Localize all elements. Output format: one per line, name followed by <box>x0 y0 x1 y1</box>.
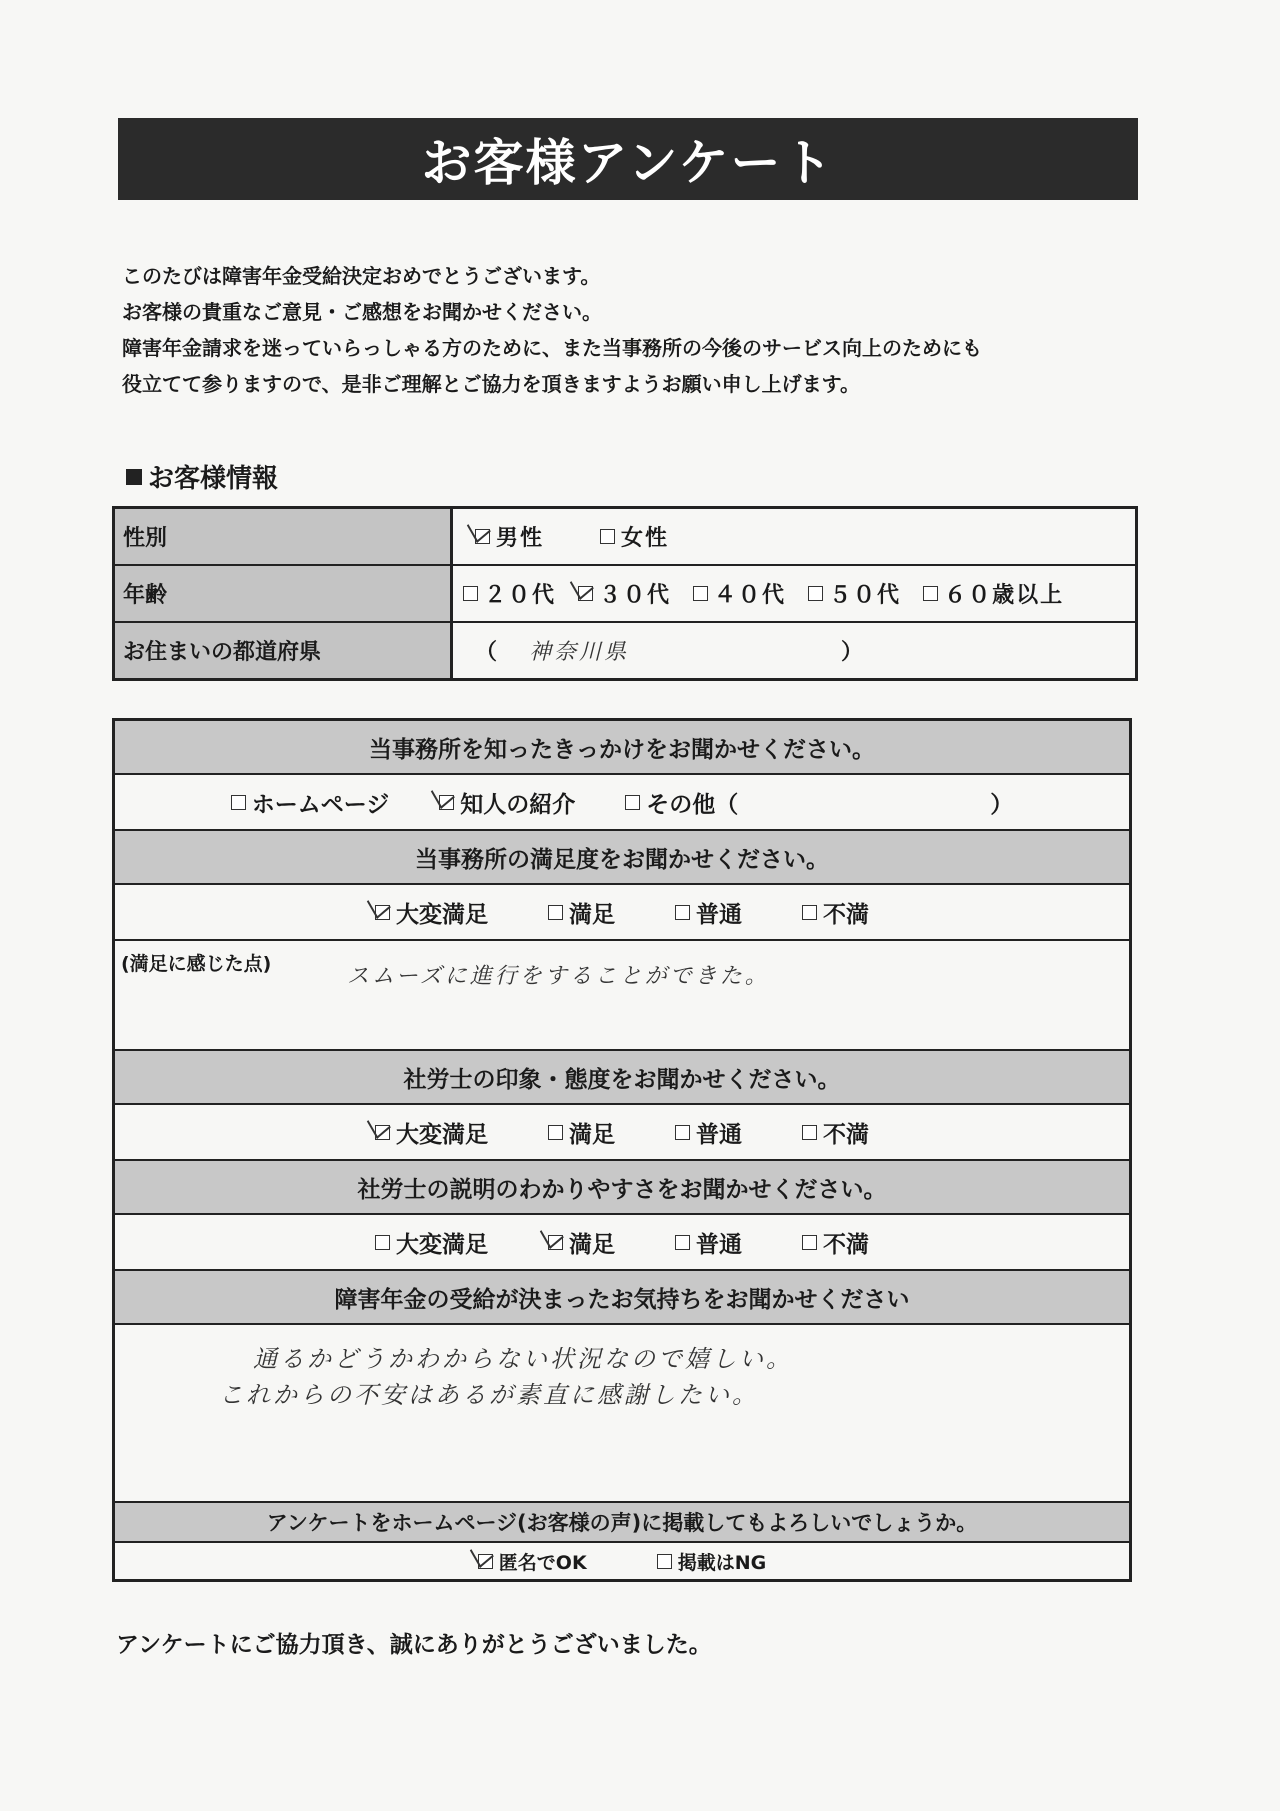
checkbox-icon[interactable] <box>463 586 478 601</box>
intro-line: お客様の貴重なご意見・ご感想をお聞かせください。 <box>122 300 602 324</box>
option-satisfied[interactable] <box>548 1116 615 1149</box>
option-label: 普通 <box>696 1231 742 1258</box>
page-title: お客様アンケート <box>118 118 1138 200</box>
question-office-satisfaction: 当事務所の満足度をお聞かせください。 <box>115 831 1129 885</box>
option-label: 普通 <box>696 1121 742 1148</box>
age-option-30s[interactable] <box>578 578 671 609</box>
intro-line: このたびは障害年金受給決定おめでとうございます。 <box>122 264 601 288</box>
clarity-options <box>115 1215 1129 1271</box>
prefecture-value: 神奈川県 <box>529 640 630 665</box>
option-label: 満足 <box>569 1121 615 1148</box>
option-label: ４０代 <box>714 583 787 608</box>
checkbox-checked-icon[interactable] <box>478 1554 493 1569</box>
option-label: ホームページ <box>251 791 390 818</box>
age-row <box>115 566 1135 623</box>
source-option-referral[interactable] <box>439 786 575 819</box>
prefecture-field[interactable] <box>453 623 1135 678</box>
checkbox-icon[interactable] <box>675 905 690 920</box>
checkbox-checked-icon[interactable] <box>375 905 390 920</box>
option-label: 満足 <box>569 1231 615 1258</box>
option-label: 掲載はNG <box>677 1551 767 1574</box>
checkbox-checked-icon[interactable] <box>439 795 454 810</box>
open-paren: （ <box>475 640 500 665</box>
checkbox-icon[interactable] <box>693 586 708 601</box>
option-label: その他（ <box>646 791 739 818</box>
feelings-answer-line: これからの不安はあるが素直に感謝したい。 <box>219 1381 759 1409</box>
option-label: 大変満足 <box>396 1231 488 1258</box>
office-satisfaction-options <box>115 885 1129 941</box>
checkbox-icon[interactable] <box>231 795 246 810</box>
checkbox-icon[interactable] <box>375 1235 390 1250</box>
customer-info-heading-text: お客様情報 <box>148 464 279 494</box>
customer-info-table <box>112 506 1138 681</box>
attitude-options <box>115 1105 1129 1161</box>
satisfaction-comment-label: (満足に感じた点) <box>121 953 272 975</box>
checkbox-icon[interactable] <box>675 1235 690 1250</box>
option-label: 普通 <box>696 901 742 928</box>
option-dissatisfied[interactable] <box>802 896 869 929</box>
survey-table <box>112 718 1132 1582</box>
checkbox-icon[interactable] <box>808 586 823 601</box>
checkbox-checked-icon[interactable] <box>548 1235 563 1250</box>
question-publish: アンケートをホームページ(お客様の声)に掲載してもよろしいでしょうか。 <box>115 1503 1129 1543</box>
gender-option-female[interactable] <box>600 521 669 552</box>
option-label: 不満 <box>823 1121 869 1148</box>
checkbox-icon[interactable] <box>802 905 817 920</box>
square-bullet-icon <box>126 469 142 485</box>
gender-options <box>453 509 1135 564</box>
satisfaction-comment: スムーズに進行をすることができた。 <box>347 964 770 989</box>
option-label: ３０代 <box>599 583 672 608</box>
option-label: 満足 <box>569 901 615 928</box>
option-dissatisfied[interactable] <box>802 1116 869 1149</box>
option-label: 不満 <box>823 901 869 928</box>
option-label: ２０代 <box>484 583 557 608</box>
gender-option-male[interactable] <box>475 521 544 552</box>
option-label: 大変満足 <box>396 901 488 928</box>
feelings-answer-box[interactable] <box>115 1325 1129 1503</box>
option-very-satisfied[interactable] <box>375 1226 488 1259</box>
other-close-paren: ） <box>990 791 1014 818</box>
checkbox-icon[interactable] <box>923 586 938 601</box>
intro-line: 障害年金請求を迷っていらっしゃる方のために、また当事務所の今後のサービス向上のためにも <box>122 336 982 360</box>
option-satisfied[interactable] <box>548 1226 615 1259</box>
option-label: 知人の紹介 <box>460 791 576 818</box>
publish-option-ng[interactable] <box>657 1548 767 1575</box>
checkbox-icon[interactable] <box>600 529 615 544</box>
intro-line: 役立てて参りますので、是非ご理解とご協力を頂きますようお願い申し上げます。 <box>122 372 860 396</box>
option-very-satisfied[interactable] <box>375 1116 488 1149</box>
option-label: 女性 <box>621 526 670 551</box>
option-label: 不満 <box>823 1231 869 1258</box>
option-dissatisfied[interactable] <box>802 1226 869 1259</box>
age-option-60plus[interactable] <box>923 578 1064 609</box>
satisfaction-comment-box[interactable] <box>115 941 1129 1051</box>
checkbox-icon[interactable] <box>802 1235 817 1250</box>
publish-options <box>115 1543 1129 1579</box>
option-label: ６０歳以上 <box>944 583 1065 608</box>
age-label: 年齢 <box>115 566 453 621</box>
question-clarity: 社労士の説明のわかりやすさをお聞かせください。 <box>115 1161 1129 1215</box>
checkbox-icon[interactable] <box>657 1554 672 1569</box>
question-source: 当事務所を知ったきっかけをお聞かせください。 <box>115 721 1129 775</box>
age-options <box>453 566 1135 621</box>
option-label: 男性 <box>496 526 545 551</box>
option-normal[interactable] <box>675 1116 742 1149</box>
source-option-other[interactable] <box>625 786 1013 819</box>
option-label: ５０代 <box>829 583 902 608</box>
feelings-answer-line: 通るかどうかわからない状況なので嬉しい。 <box>253 1345 793 1373</box>
option-normal[interactable] <box>675 896 742 929</box>
gender-label: 性別 <box>115 509 453 564</box>
checkbox-icon[interactable] <box>548 905 563 920</box>
gender-row <box>115 509 1135 566</box>
question-attitude: 社労士の印象・態度をお聞かせください。 <box>115 1051 1129 1105</box>
option-label: 大変満足 <box>396 1121 488 1148</box>
checkbox-icon[interactable] <box>675 1125 690 1140</box>
prefecture-input[interactable] <box>475 635 1135 666</box>
source-options <box>115 775 1129 831</box>
option-normal[interactable] <box>675 1226 742 1259</box>
option-very-satisfied[interactable] <box>375 896 488 929</box>
option-satisfied[interactable] <box>548 896 615 929</box>
customer-info-heading <box>126 458 278 495</box>
source-option-homepage[interactable] <box>231 786 390 819</box>
checkbox-checked-icon[interactable] <box>578 586 593 601</box>
publish-option-anonymous-ok[interactable] <box>478 1548 587 1575</box>
checkbox-checked-icon[interactable] <box>375 1125 390 1140</box>
checkbox-icon[interactable] <box>625 795 640 810</box>
closing-message: アンケートにご協力頂き、誠にありがとうございました。 <box>116 1632 712 1658</box>
close-paren: ） <box>840 640 865 665</box>
checkbox-icon[interactable] <box>548 1125 563 1140</box>
question-feelings: 障害年金の受給が決まったお気持ちをお聞かせください <box>115 1271 1129 1325</box>
age-option-20s[interactable] <box>463 578 556 609</box>
age-option-40s[interactable] <box>693 578 786 609</box>
checkbox-checked-icon[interactable] <box>475 529 490 544</box>
intro-text <box>122 258 1122 402</box>
age-option-50s[interactable] <box>808 578 901 609</box>
prefecture-label: お住まいの都道府県 <box>115 623 453 678</box>
checkbox-icon[interactable] <box>802 1125 817 1140</box>
prefecture-row <box>115 623 1135 678</box>
option-label: 匿名でOK <box>498 1551 587 1574</box>
